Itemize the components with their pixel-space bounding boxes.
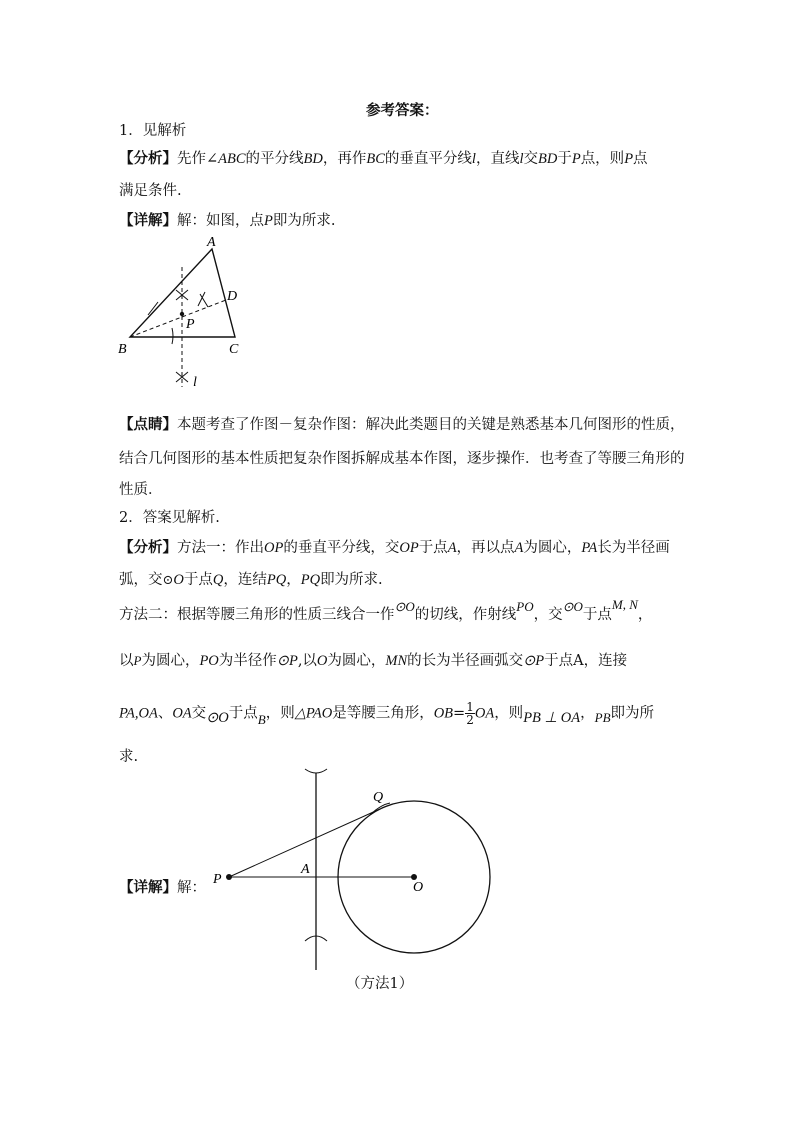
var: PQ	[266, 572, 287, 588]
label-q: Q	[373, 790, 384, 805]
var: P	[133, 653, 142, 668]
var: OA	[474, 705, 495, 722]
text: 的长为半径画弧交	[407, 653, 524, 669]
label-a: A	[207, 235, 216, 250]
q2-analysis-tag: 【分析】	[119, 539, 177, 556]
var: ABC	[218, 151, 246, 167]
q1-comment-tag: 【点睛】	[119, 416, 177, 433]
numerator: 1	[466, 700, 474, 714]
equals: =	[453, 705, 466, 722]
text: 方法一：作出	[177, 540, 264, 556]
var: PA	[581, 540, 598, 556]
q1-analysis-line1	[119, 149, 648, 169]
text: 交	[191, 705, 207, 722]
label-b: B	[118, 342, 127, 357]
var: BC	[366, 151, 385, 167]
q1-number: 1．见解析	[119, 123, 187, 139]
text: 于点	[183, 572, 213, 588]
text: 的平分线	[245, 151, 304, 167]
construction-arc	[172, 328, 173, 344]
figure-caption: （方法1）	[346, 976, 414, 992]
text: 于点	[228, 705, 258, 722]
circle-symbol: ⊙	[162, 573, 174, 588]
text: 为半径作	[218, 653, 277, 669]
var: PQ	[300, 572, 321, 588]
var: ⊙O	[562, 599, 583, 614]
var: OA	[172, 705, 192, 722]
q2-method2-line4: 求.	[119, 749, 139, 765]
var: BD	[537, 151, 558, 167]
construction-arc-top	[305, 769, 327, 773]
text: 为圆心，	[523, 540, 582, 556]
q1-detail-tag: 【详解】	[119, 212, 177, 229]
q1-detail	[119, 211, 335, 231]
text: 的切线，作射线	[414, 607, 517, 623]
q2-analysis-line1	[119, 538, 670, 558]
text: 交	[523, 151, 538, 167]
text: 的垂直平分线，交	[283, 540, 400, 556]
var: M, N	[611, 597, 638, 612]
var: O	[316, 653, 328, 669]
text: 的垂直平分线	[384, 151, 472, 167]
text: 点	[633, 151, 648, 167]
text: 弧，交	[119, 572, 163, 588]
q2-detail-tag: 【详解】	[119, 879, 177, 896]
var: ⊙O	[206, 709, 229, 726]
var: OP	[264, 540, 284, 556]
point-p	[226, 874, 232, 880]
var: PO	[516, 599, 534, 614]
text: 解：如图，点	[177, 213, 264, 229]
text: ，连结	[223, 572, 267, 588]
text: ，则	[265, 705, 295, 722]
q2-method2-line1	[119, 597, 653, 625]
text: 于点	[582, 607, 612, 623]
var: P	[624, 151, 634, 167]
text: ，则	[494, 705, 524, 722]
label-p: P	[186, 317, 195, 332]
q1-comment-line3: 性质．	[119, 482, 163, 498]
text: ，	[637, 607, 653, 623]
page-title: 参考答案：	[366, 102, 439, 119]
var: PO	[199, 653, 219, 669]
triangle-figure	[110, 232, 260, 397]
var: P	[264, 213, 273, 229]
q1-analysis-tag: 【分析】	[119, 150, 177, 167]
var: l	[519, 151, 524, 167]
text: 即为所求.	[272, 213, 336, 229]
text: 以	[119, 653, 134, 669]
var: PA,OA	[119, 705, 158, 722]
text: ，	[286, 572, 301, 588]
var: MN	[385, 653, 408, 669]
var: △PAO	[294, 705, 333, 722]
var: P	[571, 151, 581, 167]
text: 为圆心，	[327, 653, 386, 669]
label-d: D	[227, 289, 238, 304]
var: O	[173, 572, 184, 588]
point-p	[180, 312, 184, 316]
var: l	[471, 151, 476, 167]
text: ，再以点	[456, 540, 515, 556]
construction-arc	[198, 292, 208, 307]
var: A	[514, 540, 524, 556]
text: ，再作	[322, 151, 367, 167]
label-l: l	[193, 375, 197, 390]
q1-analysis-line2: 满足条件.	[119, 183, 182, 199]
q2-method2-line3	[119, 701, 654, 726]
text: 即为所	[610, 705, 655, 722]
text: 先作	[177, 151, 206, 167]
label-c: C	[229, 342, 239, 357]
q2-detail	[119, 878, 206, 898]
var: PB	[594, 709, 611, 725]
text: 为圆心，	[141, 653, 200, 669]
label-o: O	[413, 880, 424, 895]
text: 、	[157, 705, 173, 722]
var: ⊙P	[276, 653, 298, 669]
q1-comment-line2: 结合几何图形的基本性质把复杂作图拆解成基本作图，逐步操作．也考查了等腰三角形的	[119, 451, 685, 467]
angle-symbol: ∠	[206, 151, 219, 167]
text: 本题考查了作图－复杂作图：解决此类题目的关键是熟悉基本几何图形的性质，	[177, 417, 685, 433]
text: 于点	[418, 540, 448, 556]
var: OB	[433, 705, 454, 722]
var: B	[257, 711, 266, 727]
text: 是等腰三角形，	[332, 705, 434, 722]
text: 点，则	[580, 151, 625, 167]
var: BD	[303, 151, 323, 167]
text: 于点A，连接	[544, 653, 628, 669]
fraction-one-half	[465, 701, 475, 726]
text: 长为半径画	[597, 540, 670, 556]
var: ⊙P	[523, 653, 545, 669]
text: ，	[580, 705, 595, 722]
text: 方法二：根据等腰三角形的性质三线合一作	[119, 607, 395, 623]
q1-comment-line1	[119, 415, 685, 435]
q2-analysis-line2	[119, 570, 383, 591]
var: ⊙O	[394, 599, 415, 614]
text: ，交	[533, 607, 563, 623]
var: Q	[212, 572, 224, 588]
label-p: P	[213, 872, 222, 887]
q2-method2-line2	[119, 651, 627, 671]
label-a: A	[301, 862, 310, 877]
text: 即为所求.	[320, 572, 383, 588]
text: 于	[557, 151, 572, 167]
bisector-bd	[130, 300, 226, 337]
var: PB ⊥ OA	[523, 709, 581, 726]
denominator: 2	[466, 713, 474, 727]
var: A	[447, 540, 457, 556]
q2-number: 2．答案见解析.	[119, 510, 220, 526]
text: ，直线	[475, 151, 520, 167]
circle-figure	[205, 765, 505, 1000]
text: 解：	[177, 880, 206, 896]
var: OP	[399, 540, 419, 556]
text: ,以	[297, 653, 317, 669]
